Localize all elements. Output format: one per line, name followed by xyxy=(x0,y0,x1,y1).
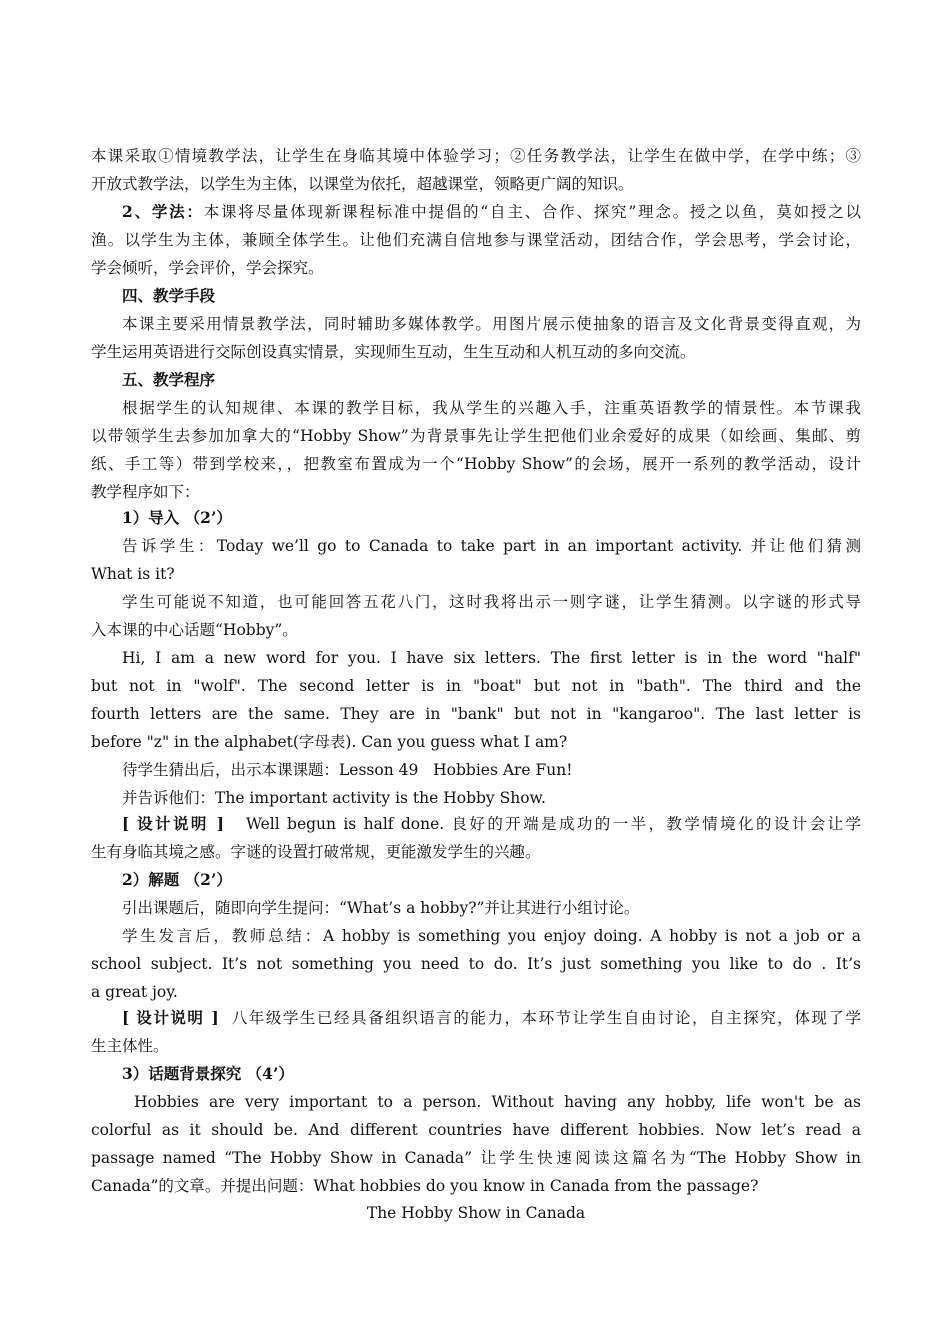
section-heading: 四、教学手段 xyxy=(122,286,216,305)
subsection-heading: 3）话题背景探究 （4’） xyxy=(122,1064,294,1083)
paragraph-line: 学生可能说不知道，也可能回答五花八门，这时我将出示一则字谜，让学生猜测。以字谜的形式导 xyxy=(122,593,861,611)
paragraph-line: 告诉学生：Today we’ll go to Canada to take part in an important activity. 并让他们猜测 xyxy=(122,537,861,555)
paragraph-line: What is it? xyxy=(91,565,175,583)
paragraph-line: passage named “The Hobby Show in Canada” 让学生快速阅读这篇名为“The Hobby Show in xyxy=(91,1149,861,1167)
design-note-line xyxy=(122,1008,861,1028)
paragraph-line: 学会倾听，学会评价，学会探究。 xyxy=(91,259,324,277)
paragraph-line: 纸、手工等）带到学校来，，把教室布置成为一个“Hobby Show”的会场，展开一系列的教学活动，设计 xyxy=(91,455,861,473)
paragraph-line: 本课采取①情境教学法，让学生在身临其境中体验学习；②任务教学法，让学生在做中学，在学中练；③ xyxy=(91,147,861,165)
passage-title: The Hobby Show in Canada xyxy=(366,1204,586,1222)
paragraph-line: 并告诉他们：The important activity is the Hobby Show. xyxy=(122,789,546,807)
paragraph-line: 根据学生的认知规律、本课的教学目标，我从学生的兴趣入手，注重英语教学的情景性。本节课我 xyxy=(122,399,861,417)
paragraph-text: 本课将尽量体现新课程标准中提倡的“自主、合作、探究”理念。授之以鱼，莫如授之以 xyxy=(203,203,861,221)
riddle-line: fourth letters are the same. They are in "bank" but not in "kangaroo". The last letter is xyxy=(91,705,861,723)
riddle-line: Hi, I am a new word for you. I have six letters. The first letter is in the word "half" xyxy=(122,649,861,667)
section-label: 2、学法： xyxy=(122,202,204,221)
paragraph-line: school subject. It’s not something you need to do. It’s just something you like to do . It’s xyxy=(91,955,861,973)
design-note-line xyxy=(122,814,861,834)
paragraph-line: 学生发言后，教师总结：A hobby is something you enjoy doing. A hobby is not a job or a xyxy=(122,927,861,945)
paragraph-line xyxy=(122,202,861,222)
riddle-line: before "z" in the alphabet(字母表). Can you guess what I am? xyxy=(91,733,568,751)
design-note-text: 八年级学生已经具备组织语言的能力，本环节让学生自由讨论，自主探究，体现了学 xyxy=(231,1009,861,1027)
paragraph-line: colorful as it should be. And different countries have different hobbies. Now let’s read a xyxy=(91,1121,861,1139)
paragraph-line: Canada”的文章。并提出问题：What hobbies do you know in Canada from the passage? xyxy=(91,1177,759,1195)
subsection-heading: 2）解题 （2’） xyxy=(122,870,232,889)
paragraph-line: 待学生猜出后，出示本课课题：Lesson 49 Hobbies Are Fun! xyxy=(122,761,573,779)
paragraph-line: Hobbies are very important to a person. Without having any hobby, life won't be as xyxy=(134,1093,861,1111)
paragraph-line: 生主体性。 xyxy=(91,1037,169,1055)
paragraph-line: 引出课题后，随即向学生提问：“What’s a hobby?”并让其进行小组讨论。 xyxy=(122,899,640,917)
paragraph-line: 本课主要采用情景教学法，同时辅助多媒体教学。用图片展示使抽象的语言及文化背景变得直观，为 xyxy=(122,315,861,333)
paragraph-line: 生有身临其境之感。字谜的设置打破常规，更能激发学生的兴趣。 xyxy=(91,843,541,861)
paragraph-line: 开放式教学法，以学生为主体，以课堂为依托，超越课堂，领略更广阔的知识。 xyxy=(91,175,634,193)
paragraph-line: 学生运用英语进行交际创设真实情景，实现师生互动，生生互动和人机互动的多向交流。 xyxy=(91,343,696,361)
design-note-label: [ 设计说明 ] xyxy=(122,1008,219,1027)
paragraph-line: 渔。以学生为主体，兼顾全体学生。让他们充满自信地参与课堂活动，团结合作，学会思考，学会讨论， xyxy=(91,231,861,249)
subsection-heading: 1）导入 （2’） xyxy=(122,508,232,527)
paragraph-line: 教学程序如下： xyxy=(91,483,200,501)
paragraph-line: 入本课的中心话题“Hobby”。 xyxy=(91,621,298,639)
design-note-text: Well begun is half done. 良好的开端是成功的一半，教学情境化的设计会让学 xyxy=(245,815,862,833)
design-note-label: [ 设计说明 ] xyxy=(122,814,224,833)
section-heading: 五、教学程序 xyxy=(122,370,216,389)
paragraph-line: a great joy. xyxy=(91,983,178,1001)
paragraph-line: 以带领学生去参加加拿大的“Hobby Show”为背景事先让学生把他们业余爱好的成果（如绘画、集邮、剪 xyxy=(91,427,861,445)
riddle-line: but not in "wolf". The second letter is in "boat" but not in "bath". The third and the xyxy=(91,677,861,695)
